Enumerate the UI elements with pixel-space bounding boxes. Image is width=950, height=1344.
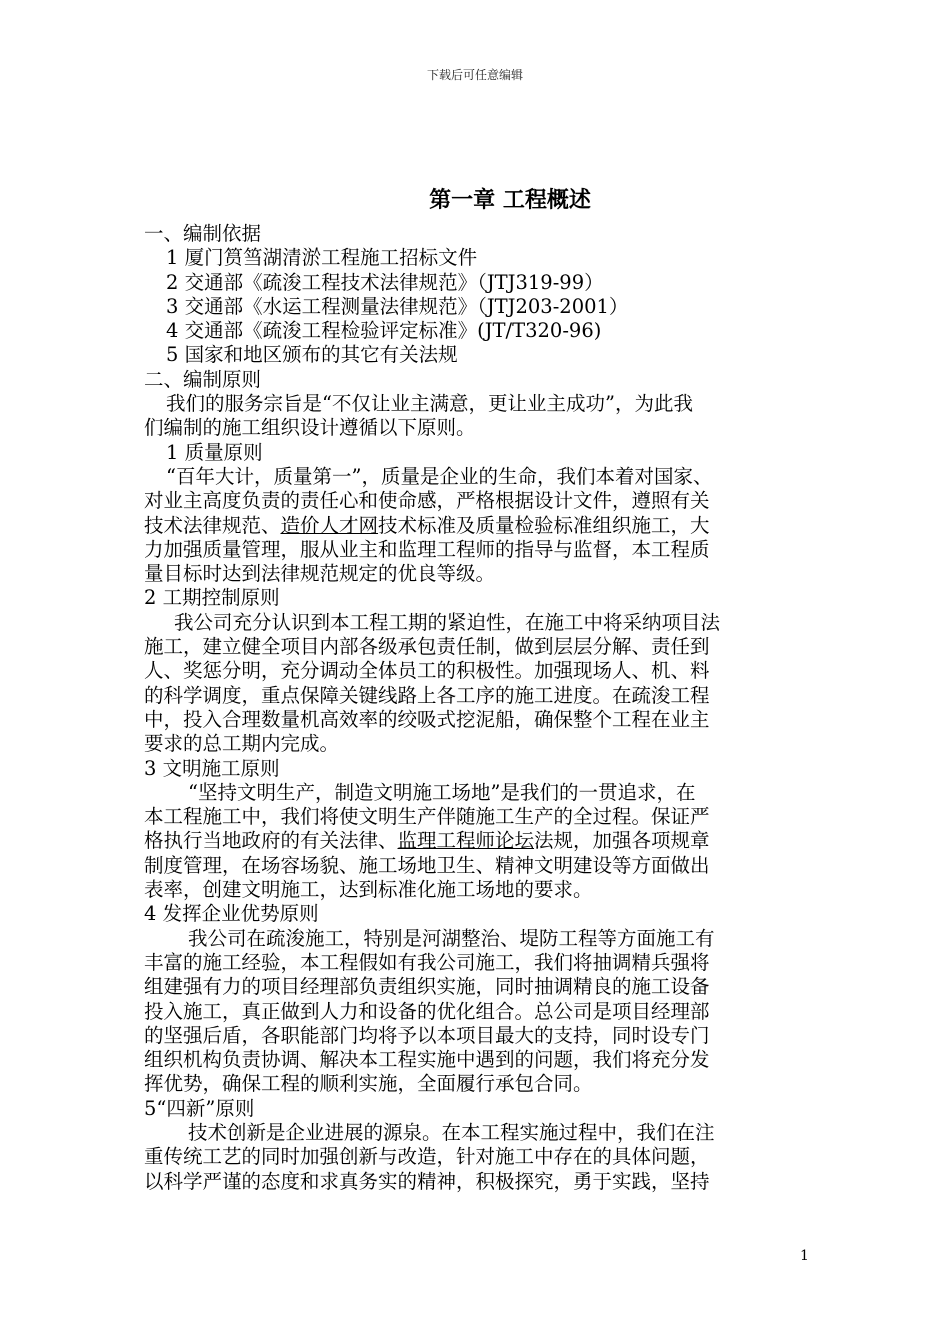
paragraph-line: “坚持文明生产，制造文明施工场地”是我们的一贯追求，在 (188, 780, 696, 804)
paragraph-line: 组建强有力的项目经理部负责组织实施，同时抽调精良的施工设备 (144, 975, 710, 999)
paragraph-line: 本工程施工中，我们将使文明生产伴随施工生产的全过程。保证严 (144, 805, 710, 829)
paragraph-line: 我公司在疏浚施工，特别是河湖整治、堤防工程等方面施工有 (188, 926, 715, 950)
paragraph-line: 力加强质量管理，服从业主和监理工程师的指导与监督，本工程质 (144, 537, 710, 561)
chapter-title: 第一章 工程概述 (429, 187, 591, 213)
paragraph-line: 重传统工艺的同时加强创新与改造，针对施工中存在的具体问题， (144, 1145, 710, 1169)
text-run: 技术法律规范、 (144, 513, 281, 537)
paragraph-line: 表率，创建文明施工，达到标准化施工场地的要求。 (144, 878, 593, 902)
paragraph-line: 的科学调度，重点保障关键线路上各工序的施工进度。在疏浚工程 (144, 683, 710, 707)
paragraph-line (144, 514, 834, 538)
paragraph-line (144, 829, 834, 853)
paragraph-line: 投入施工，真正做到人力和设备的优化组合。总公司是项目经理部 (144, 999, 710, 1023)
paragraph-line: 我们的服务宗旨是“不仅让业主满意，更让业主成功”，为此我 (166, 392, 693, 416)
text-run: 技术标准及质量检验标准组织施工，大 (378, 513, 710, 537)
basis-item: 4 交通部《疏浚工程检验评定标准》(JT/T320-96) (166, 319, 602, 343)
subsection-heading: 4 发挥企业优势原则 (144, 902, 319, 926)
paragraph-line: 丰富的施工经验，本工程假如有我公司施工，我们将抽调精兵强将 (144, 950, 710, 974)
basis-item: 2 交通部《疏浚工程技术法律规范》（JTJ319-99） (166, 270, 604, 294)
paragraph-line: 人、奖惩分明，充分调动全体员工的积极性。加强现场人、机、料 (144, 659, 710, 683)
section-heading: 一、编制依据 (144, 222, 262, 245)
paragraph-line: 以科学严谨的态度和求真务实的精神，积极探究，勇于实践，坚持 (144, 1169, 710, 1193)
paragraph-line: 的坚强后盾，各职能部门均将予以本项目最大的支持，同时设专门 (144, 1023, 710, 1047)
hyperlink-jianli[interactable]: 监理工程师论坛 (397, 829, 535, 853)
paragraph-line: 对业主高度负责的责任心和使命感，严格根据设计文件，遵照有关 (144, 489, 710, 513)
subsection-heading: 1 质量原则 (166, 440, 263, 464)
paragraph-line: 施工，建立健全项目内部各级承包责任制，做到层层分解、责任到 (144, 635, 710, 659)
basis-item: 1 厦门筼筜湖清淤工程施工招标文件 (166, 246, 478, 270)
paragraph-line: 挥优势，确保工程的顺利实施，全面履行承包合同。 (144, 1072, 593, 1096)
subsection-heading: 3 文明施工原则 (144, 756, 280, 780)
document-body (144, 222, 834, 1194)
paragraph-line: “百年大计，质量第一”，质量是企业的生命，我们本着对国家、 (166, 464, 713, 488)
basis-item: 5 国家和地区颁布的其它有关法规 (166, 343, 458, 367)
paragraph-line: 们编制的施工组织设计遵循以下原则。 (144, 416, 476, 440)
paragraph-line: 我公司充分认识到本工程工期的紧迫性，在施工中将采纳项目法 (174, 610, 721, 634)
paragraph-line: 中，投入合理数量机高效率的绞吸式挖泥船，确保整个工程在业主 (144, 707, 710, 731)
paragraph-line: 技术创新是企业进展的源泉。在本工程实施过程中，我们在注 (188, 1120, 715, 1144)
paragraph-line: 量目标时达到法律规范规定的优良等级。 (144, 562, 496, 586)
paragraph-line: 要求的总工期内完成。 (144, 732, 340, 756)
text-run: 格执行当地政府的有关法律、 (144, 829, 398, 853)
page-header: 下载后可任意编辑 (426, 68, 523, 82)
section-heading: 二、编制原则 (144, 367, 262, 391)
hyperlink-zaojia[interactable]: 造价人才网 (280, 513, 379, 537)
page-number: 1 (800, 1248, 809, 1264)
subsection-heading: 5“四新”原则 (144, 1096, 255, 1120)
basis-item: 3 交通部《水运工程测量法律规范》（JTJ203-2001） (166, 294, 629, 318)
paragraph-line: 制度管理，在场容场貌、施工场地卫生、精神文明建设等方面做出 (144, 853, 710, 877)
paragraph-line: 组织机构负责协调、解决本工程实施中遇到的问题，我们将充分发 (144, 1048, 710, 1072)
subsection-heading: 2 工期控制原则 (144, 586, 280, 610)
text-run: 法规，加强各项规章 (534, 829, 710, 853)
